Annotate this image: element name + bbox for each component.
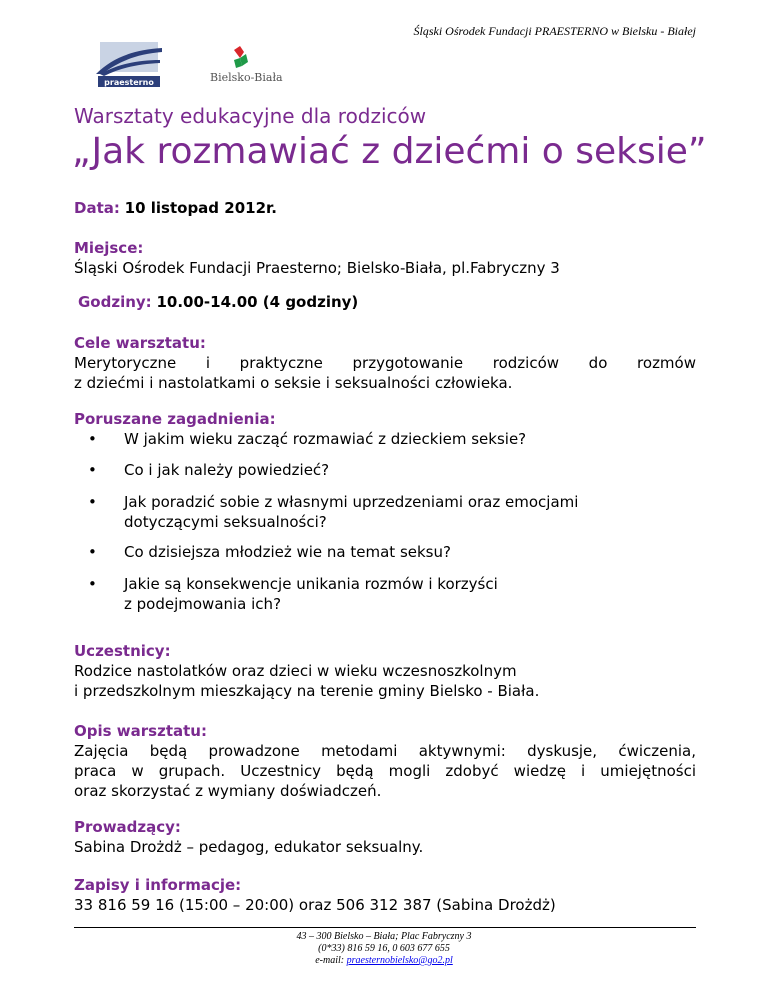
bullet-icon: • bbox=[88, 493, 97, 511]
list-item bbox=[88, 492, 688, 532]
hours-value: 10.00-14.00 (4 godziny) bbox=[156, 293, 359, 311]
date-label: Data: bbox=[74, 199, 120, 217]
footer-email-label: e-mail: bbox=[315, 955, 347, 966]
footer-divider bbox=[74, 927, 696, 928]
participants-label: Uczestnicy: bbox=[74, 642, 171, 660]
leader-value: Sabina Drożdż – pedagog, edukator seksualny. bbox=[74, 838, 424, 856]
bullet-icon: • bbox=[88, 461, 97, 479]
date-value: 10 listopad 2012r. bbox=[124, 199, 277, 217]
description-section bbox=[74, 721, 696, 801]
participants-line-1: Rodzice nastolatków oraz dzieci w wieku wczesnoszkolnym bbox=[74, 662, 517, 680]
description-line-1: Zajęcia będą prowadzone metodami aktywnymi: dyskusje, ćwiczenia, bbox=[74, 742, 696, 760]
topic-text-line: Jak poradzić sobie z własnymi uprzedzeniami oraz emocjami bbox=[124, 493, 579, 511]
place-label: Miejsce: bbox=[74, 239, 144, 257]
description-line-3: oraz skorzystać z wymiany doświadczeń. bbox=[74, 782, 382, 800]
leader-label: Prowadzący: bbox=[74, 818, 181, 836]
event-subtitle: Warsztaty edukacyjne dla rodziców bbox=[74, 104, 427, 128]
place-value: Śląski Ośrodek Fundacji Praesterno; Bielsko-Biała, pl.Fabryczny 3 bbox=[74, 259, 560, 277]
leader-section bbox=[74, 817, 696, 857]
goals-section bbox=[74, 333, 696, 393]
participants-line-2: i przedszkolnym mieszkający na terenie gminy Bielsko - Biała. bbox=[74, 682, 540, 700]
topic-text bbox=[124, 492, 684, 532]
bullet-icon: • bbox=[88, 543, 97, 561]
hours-row bbox=[78, 292, 700, 312]
place-section bbox=[74, 238, 696, 278]
footer-email-link[interactable]: praesternobielsko@go2.pl bbox=[346, 955, 453, 966]
event-title: „Jak rozmawiać z dziećmi o seksie” bbox=[72, 131, 707, 172]
praesterno-logo bbox=[88, 40, 168, 88]
date-row bbox=[74, 198, 696, 218]
description-line-2: praca w grupach. Uczestnicy będą mogli zdobyć wiedzę i umiejętności bbox=[74, 762, 696, 780]
list-item bbox=[88, 574, 688, 614]
topic-text-line: Jakie są konsekwencje unikania rozmów i korzyści bbox=[124, 575, 498, 593]
description-label: Opis warsztatu: bbox=[74, 722, 207, 740]
topic-text bbox=[124, 574, 684, 614]
signup-section bbox=[74, 875, 696, 915]
goals-line-2: z dziećmi i nastolatkami o seksie i seksualności człowieka. bbox=[74, 374, 513, 392]
bullet-icon: • bbox=[88, 575, 97, 593]
topic-text: W jakim wieku zacząć rozmawiać z dzieckiem seksie? bbox=[124, 430, 527, 448]
footer-phones: (0*33) 816 59 16, 0 603 677 655 bbox=[318, 943, 450, 954]
goals-line-1: Merytoryczne i praktyczne przygotowanie rodziców do rozmów bbox=[74, 354, 696, 372]
topic-text-line: z podejmowania ich? bbox=[124, 595, 282, 613]
goals-label: Cele warsztatu: bbox=[74, 334, 206, 352]
signup-label: Zapisy i informacje: bbox=[74, 876, 242, 894]
signup-value: 33 816 59 16 (15:00 – 20:00) oraz 506 312 387 (Sabina Drożdż) bbox=[74, 896, 556, 914]
bielsko-biala-logo-text: Bielsko-Biała bbox=[210, 71, 283, 84]
topic-text: Co dzisiejsza młodzież wie na temat seksu? bbox=[124, 543, 451, 561]
footer bbox=[0, 931, 768, 967]
topics-label-text: Poruszane zagadnienia: bbox=[74, 410, 276, 428]
praesterno-logo-text: praesterno bbox=[104, 78, 154, 87]
topic-text: Co i jak należy powiedzieć? bbox=[124, 461, 330, 479]
topics-label bbox=[74, 409, 696, 429]
header-org-line: Śląski Ośrodek Fundacji PRAESTERNO w Bielsku - Białej bbox=[413, 24, 696, 38]
hours-label: Godziny: bbox=[78, 293, 152, 311]
topic-text-line: dotyczącymi seksualności? bbox=[124, 513, 327, 531]
footer-address: 43 – 300 Bielsko – Biała; Plac Fabryczny 3 bbox=[296, 931, 472, 942]
bullet-icon: • bbox=[88, 430, 97, 448]
participants-section bbox=[74, 641, 696, 701]
footer-email-row bbox=[0, 955, 768, 967]
